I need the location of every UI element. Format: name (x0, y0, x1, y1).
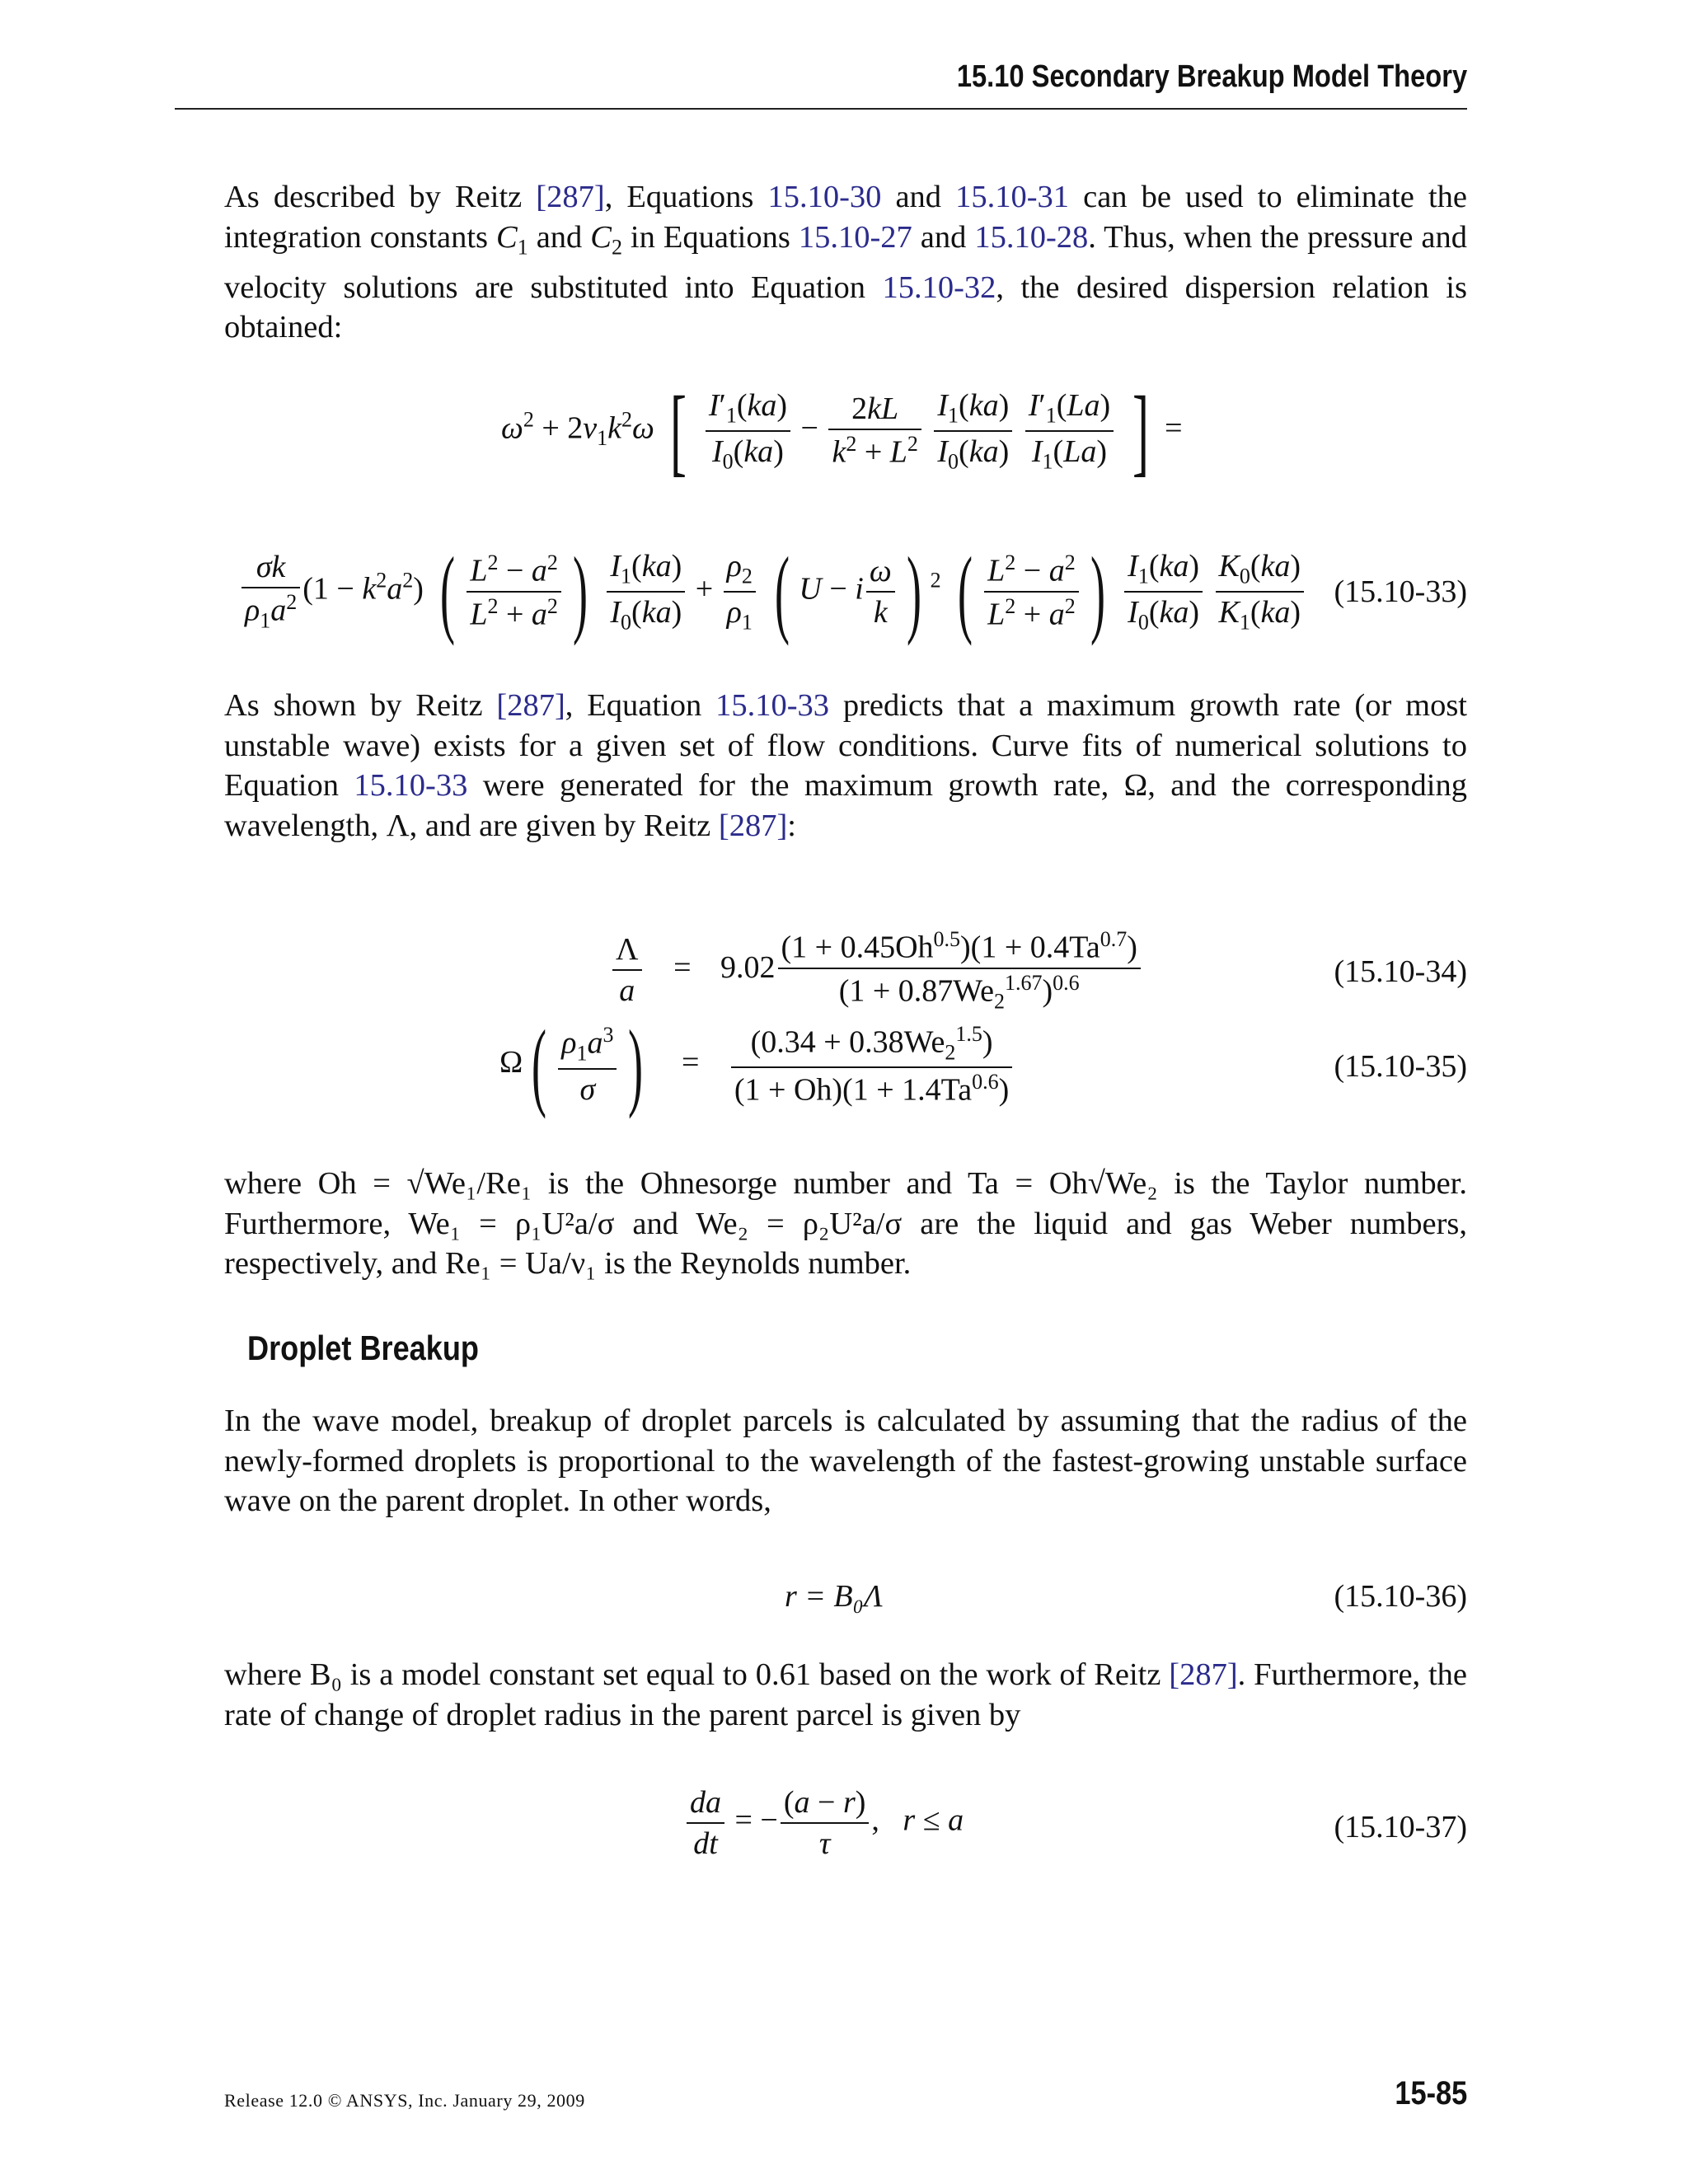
text: and (881, 180, 956, 214)
text: in Equations (621, 219, 799, 255)
header-divider (175, 108, 1467, 110)
subscript: 1 (517, 235, 528, 260)
equation-link[interactable]: 15.10-27 (798, 219, 912, 255)
equation-link[interactable]: 15.10-28 (974, 219, 1089, 255)
equation-link[interactable]: 15.10-33 (354, 768, 468, 803)
text: As shown by Reitz (224, 688, 497, 723)
equation-number: (15.10-33) (1334, 574, 1467, 609)
text: predicts that a maximum growth rate (or most unstable wave) exists for a given set of flow conditions. Curve fits of numerical solutions to Equation (224, 688, 1467, 803)
paragraph-wave-model: In the wave model, breakup of droplet parcels is calculated by assuming that the radius of the newly-formed droplets is proportional to the wavelength of the fastest-growing unstable surface wave on the parent droplet. In other words, (224, 1404, 1467, 1518)
page-number: 15-85 (1395, 2075, 1467, 2111)
equation-link[interactable]: 15.10-32 (882, 269, 996, 305)
equation-coefficient: 9.02 (720, 950, 776, 986)
equation-number: (15.10-34) (1334, 954, 1467, 989)
equation-number: (15.10-37) (1334, 1810, 1467, 1844)
subscript: 2 (611, 235, 622, 260)
symbol-c1: C (496, 219, 518, 255)
text: , Equations (604, 180, 768, 214)
text: can be used to eliminate the integration constants (224, 180, 1467, 255)
text: were generated for the maximum growth rate, Ω, and the corresponding wavelength, Λ, and are given by Reitz (224, 768, 1467, 843)
equation-link[interactable]: 15.10-30 (767, 180, 882, 214)
text: , Equation (565, 688, 716, 723)
citation-link[interactable]: [287] (536, 180, 605, 214)
text: : (787, 808, 796, 843)
citation-link[interactable]: [287] (1169, 1657, 1238, 1692)
equation-radius-rate: $\frac{da}{dt}$ = − $\frac{(a - r)}{\tau}$ , r ≤ a (684, 1784, 964, 1862)
section-heading: Droplet Breakup (247, 1329, 479, 1367)
equation-growth-rate: Ω( $\frac{\rho_1a^3}{\sigma}$ ) = $\frac{(0.34 + 0.38We_2^{1.5})}{(1 + Oh)(1 + 1.4Ta^{0.6})}$ (499, 1022, 1015, 1108)
paragraph-model-constant (224, 1655, 1467, 1735)
text: where B₀ is a model constant set equal to 0.61 based on the work of Reitz (224, 1657, 1170, 1692)
equation-wavelength: $\frac{\Lambda}{a}$ = 9.02 $\frac{(1 + 0.45Oh^{0.5})(1 + 0.4Ta^{0.7})}{(1 + 0.87We_2^{1.67})^{0.6}}$ (610, 927, 1143, 1014)
equation-number: (15.10-35) (1334, 1049, 1467, 1084)
equation-link[interactable]: 15.10-33 (715, 688, 830, 723)
text: and (912, 219, 975, 255)
paragraph-growth-rate (224, 686, 1467, 846)
text: and (528, 219, 591, 255)
equation-number: (15.10-36) (1334, 1579, 1467, 1614)
text: . Furthermore, the rate of change of droplet radius in the parent parcel is given by (224, 1657, 1467, 1732)
equation-link[interactable]: 15.10-31 (955, 180, 1070, 214)
text: , the desired dispersion relation is obtained: (224, 269, 1467, 345)
citation-link[interactable]: [287] (718, 808, 788, 843)
paragraph-intro (224, 177, 1467, 348)
equation-dispersion-lhs: $\omega^2 + 2\nu_1k^2\omega$ [ $\frac{I'_1(ka)}{I_0(ka)}$ − $\frac{2kL}{k^2 + L^2}$ $\frac{I_1(ka)}{I_0(ka)}$ $\frac{I'_1(La)}{I_1(La)}$ ] = (501, 375, 1183, 485)
symbol-c2: C (590, 219, 612, 255)
citation-link[interactable]: [287] (496, 688, 565, 723)
text: As described by Reitz (224, 180, 537, 214)
page-header-title: 15.10 Secondary Breakup Model Theory (956, 59, 1467, 94)
equation-radius: r = B₀Λ (785, 1579, 883, 1614)
footer-release: Release 12.0 © ANSYS, Inc. January 29, 2009 (224, 2090, 585, 2111)
text: . Thus, when the pressure and velocity solutions are substituted into Equation (224, 219, 1467, 305)
paragraph-definitions: where Oh = √We₁/Re₁ is the Ohnesorge number and Ta = Oh√We₂ is the Taylor number. Furthermore, We₁ = ρ₁U²a/σ and We₂ = ρ₂U²a/σ are the liquid and gas Weber numbers, respectively, and Re₁ = Ua/ν₁ is the Reynolds number. (224, 1166, 1467, 1281)
equation-dispersion-rhs: $\frac{\sigma k}{\rho_1a^2}$ $(1 - k^2a^2)$ ( $\frac{L^2 - a^2}{L^2 + a^2}$ ) $\frac{I_1(ka)}{I_0(ka)}$ + $\frac{\rho_2}{\rho_1}$ ( U − i $\frac{\omega}{k}$ ) $^2$ ( $\frac{L^2 - a^2}{L^2 + a^2}$ ) $\frac{I_1(ka)}{I_0(ka)}$ $\frac{K_0(ka)}{K_1(ka)}$ (239, 548, 1306, 635)
